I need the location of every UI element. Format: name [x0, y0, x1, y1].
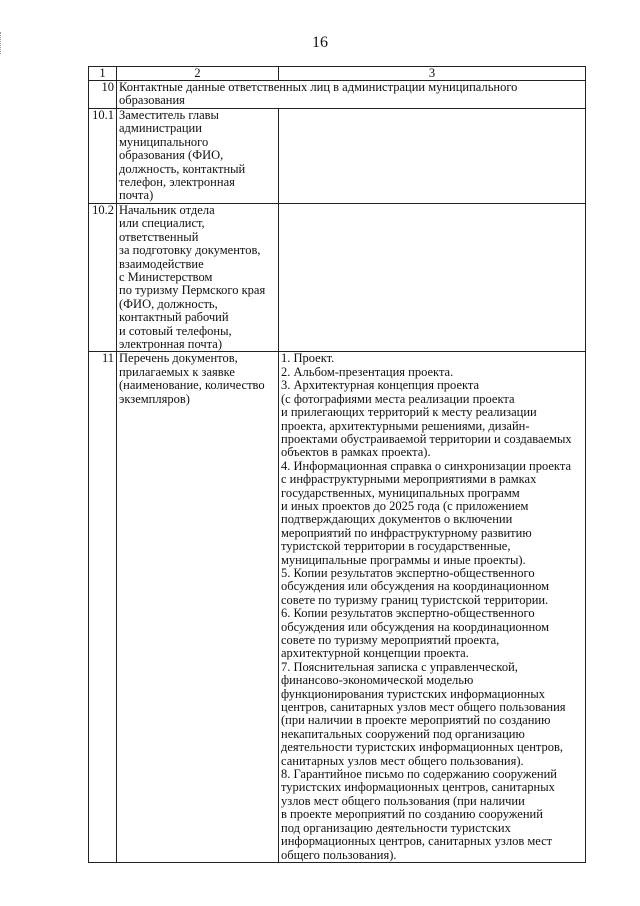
header-col-3: 3	[279, 67, 586, 81]
header-col-1: 1	[89, 67, 117, 81]
row-label: Начальник отдела или специалист, ответственный за подготовку документов, взаимодействие с Министерством по туризму Пермского края (ФИО, должность, контактный рабочий и сотовый телефоны, электронная почта)	[117, 204, 279, 352]
row-label: Перечень документов, прилагаемых к заявке (наименование, количество экземпляров)	[117, 352, 279, 862]
table-header-row	[89, 67, 586, 81]
table-row	[89, 109, 586, 204]
row-number: 10.1	[89, 109, 117, 204]
row-label: Заместитель главы администрации муниципального образования (ФИО, должность, контактный телефон, электронная почта)	[117, 109, 279, 204]
row-number: 11	[89, 352, 117, 862]
table-row	[89, 352, 586, 862]
table-row	[89, 204, 586, 352]
row-value	[279, 204, 586, 352]
row-value: 1. Проект. 2. Альбом-презентация проекта. 3. Архитектурная концепция проекта (с фотографиями места реализации проекта и прилегающих территорий к месту реализации проекта, архитектурными решениями, дизайн- проектами обустраиваемой территории и создаваемых объектов в рамках проекта). 4. Информационная справка о синхронизации проекта с инфраструктурными мероприятиями в рамках государственных, муниципальных программ и иных проектов до 2025 года (с приложением подтверждающих документов о включении мероприятий по инфраструктурному развитию туристской территории в государственные, муниципальные программы и иные проекты). 5. Копии результатов экспертно-общественного обсуждения или обсуждения на координационном совете по туризму границ туристской территории. 6. Копии результатов экспертно-общественного обсуждения или обсуждения на координационном совете по туризму мероприятий проекта, архитектурной концепции проекта. 7. Пояснительная записка с управленческой, финансово-экономической моделью функционирования туристских информационных центров, санитарных узлов мест общего пользования (при наличии в проекте мероприятий по созданию некапитальных сооружений под организацию деятельности туристских информационных центров, санитарных узлов мест общего пользования). 8. Гарантийное письмо по содержанию сооружений туристских информационных центров, санитарных узлов мест общего пользования (при наличии в проекте мероприятий по созданию сооружений под организацию деятельности туристских информационных центров, санитарных узлов мест общего пользования).	[279, 352, 586, 862]
section-heading: Контактные данные ответственных лиц в администрации муниципального образования	[117, 81, 586, 109]
document-table	[88, 66, 586, 863]
row-number: 10.2	[89, 204, 117, 352]
row-number: 10	[89, 81, 117, 109]
table-row	[89, 81, 586, 109]
page-number: 16	[312, 34, 328, 51]
header-col-2: 2	[117, 67, 279, 81]
row-value	[279, 109, 586, 204]
